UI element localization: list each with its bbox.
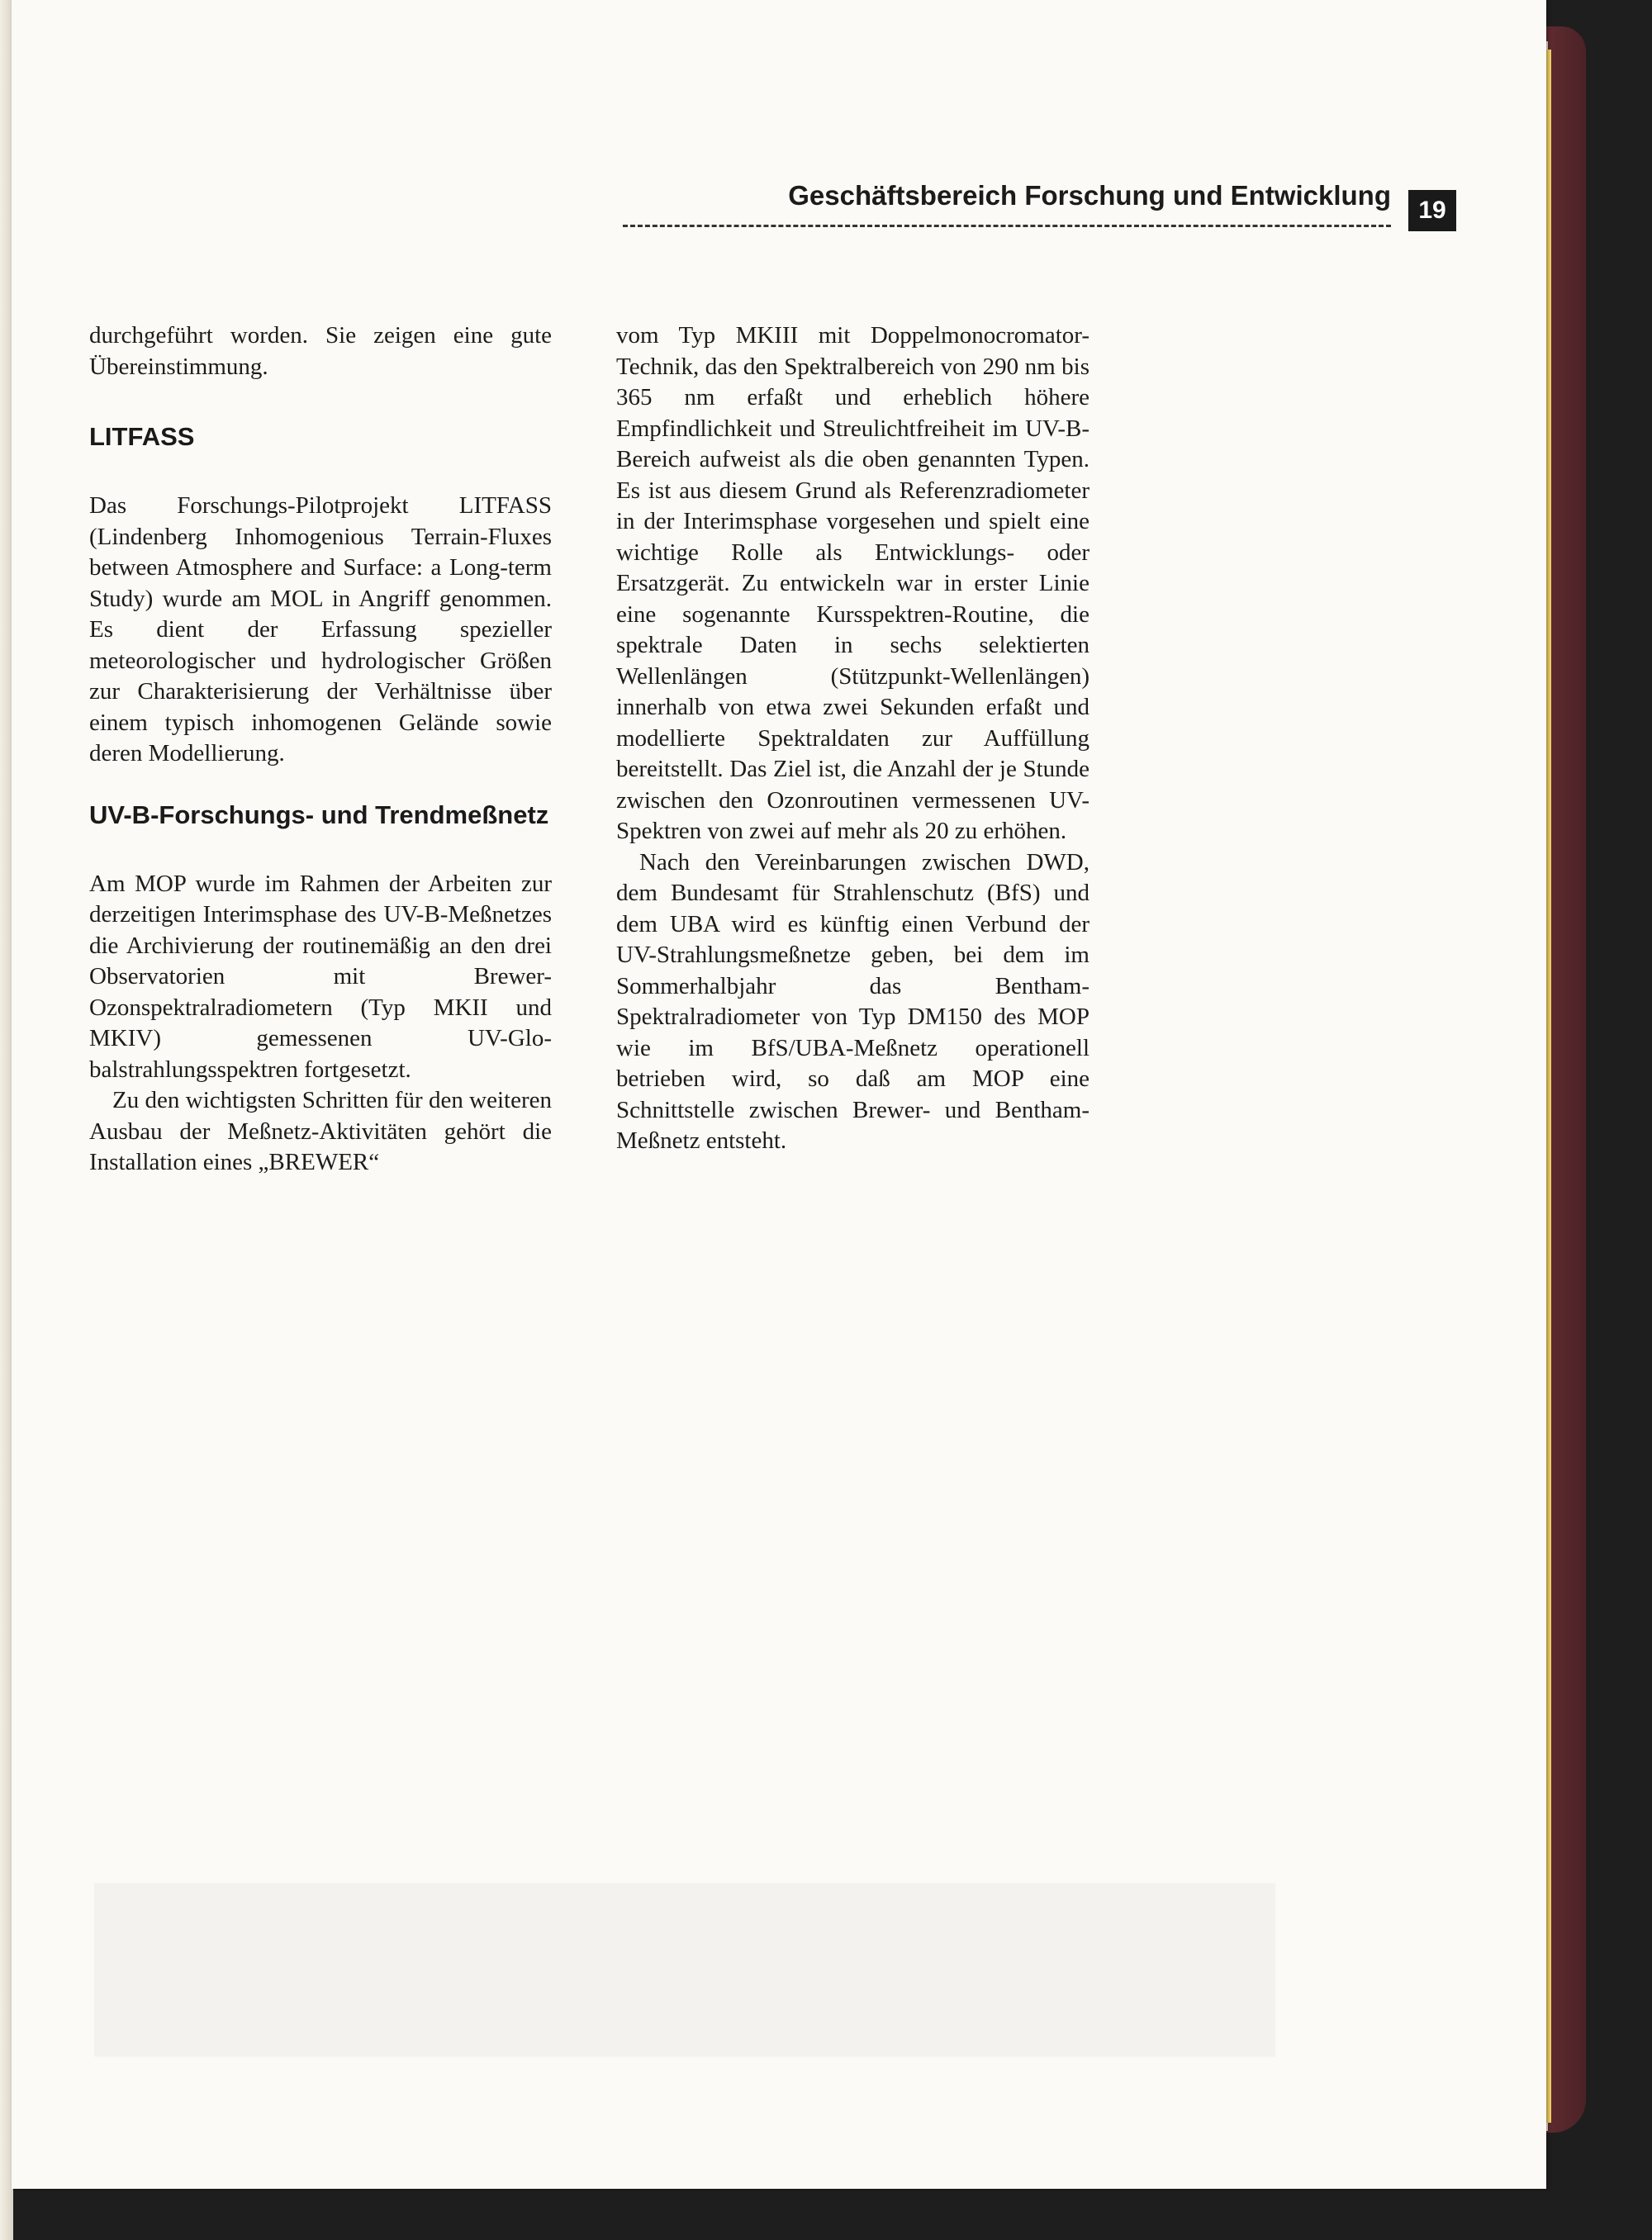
header-rule xyxy=(623,225,1391,227)
document-page xyxy=(12,0,1546,2189)
show-through xyxy=(94,1883,1275,2057)
page-number: 19 xyxy=(1408,190,1456,231)
running-header: Geschäftsbereich Forschung und Entwicklung xyxy=(788,180,1391,211)
left-column xyxy=(89,320,552,1179)
heading-litfass: LITFASS xyxy=(89,422,195,451)
heading-uvb: UV-B-Forschungs- und Trendmeßnetz xyxy=(89,800,549,829)
paragraph-intro: durchgeführt worden. Sie zeigen eine gute Übereinstimmung. xyxy=(89,322,552,380)
paragraph-uvb-2: Zu den wichtigsten Schritten für den weiteren Ausbau der Meßnetz-Aktivitäten gehört die Installation eines „BREWER“ xyxy=(89,1087,552,1175)
paragraph-litfass: Das Forschungs-Pilotprojekt LITFASS (Lindenberg Inhomogenious Terrain-Fluxes between Atmosphere and Surface: a Long-term Study) wurde am MOL in Angriff genommen. Es dient der Erfassung spezieller meteorologischer und hydrologischer Größen zur Charakterisierung der Verhältnisse über einem typisch inhomogenen Gelände sowie deren Modellierung. xyxy=(89,492,552,766)
paragraph-continuation: vom Typ MKIII mit Doppelmonocromator-Technik, das den Spektralbereich von 290 nm bis 365 nm erfaßt und erheblich höhere Empfindlichkeit und Streulichtfreiheit im UV-B-Bereich aufweist als die oben genannten Typen. Es ist aus diesem Grund als Referenzradiometer in der Interimsphase vorgesehen und spielt eine wichtige Rolle als Entwicklungs- oder Ersatzgerät. Zu entwickeln war in erster Linie eine sogenannte Kursspektren-Routine, die spektrale Daten in sechs selektierten Wellenlängen (Stützpunkt-Wellenlängen) innerhalb von etwa zwei Sekunden erfaßt und modellierte Spektraldaten zur Auffüllung bereitstellt. Das Ziel ist, die Anzahl der je Stunde zwischen den Ozonroutinen vermessenen UV-Spektren von zwei auf mehr als 20 zu erhöhen. xyxy=(616,322,1089,844)
right-column xyxy=(616,320,1089,1157)
paragraph-uvb-1: Am MOP wurde im Rahmen der Arbeiten zur derzeitigen Interimsphase des UV-B-Meßnetzes die Archivierung der routinemäßig an den drei Observatorien mit Brewer-Ozonspektralradiometern (Typ MKII und MKIV) gemessenen UV-Globalstrahlungsspektren fortgesetzt. xyxy=(89,870,552,1083)
paragraph-agreement: Nach den Vereinbarungen zwischen DWD, dem Bundesamt für Strahlenschutz (BfS) und dem UBA wird es künftig einen Verbund der UV-Strahlungsmeßnetze geben, bei dem im Sommerhalbjahr das Bentham-Spektralradiometer von Typ DM150 des MOP wie im BfS/UBA-Meßnetz operationell betrieben wird, so daß am MOP eine Schnittstelle zwischen Brewer- und Bentham-Meßnetz entsteht. xyxy=(616,848,1089,1154)
